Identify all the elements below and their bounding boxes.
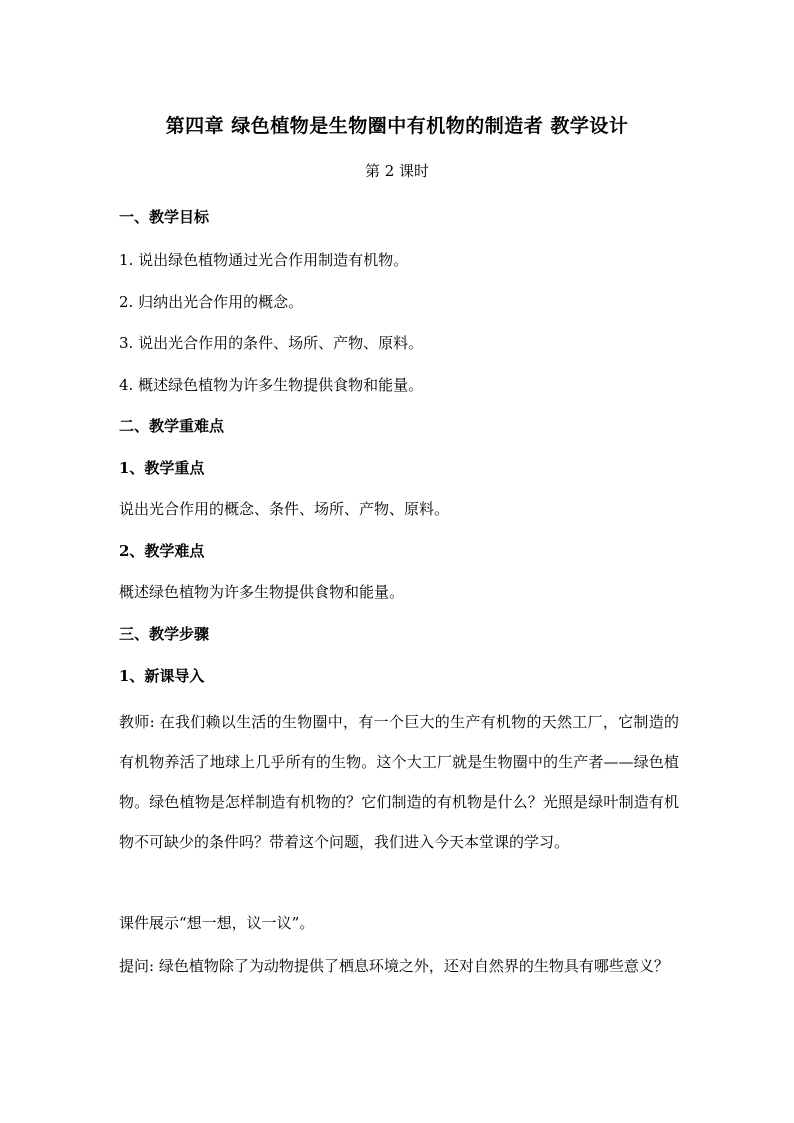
- intro-paragraph: 教师: 在我们赖以生活的生物圈中，有一个巨大的生产有机物的天然工厂，它制造的有机物养活了地球上几乎所有的生物。这个大工厂就是生物圈中的生产者——绿色植物。绿色植物是怎样制造有机物的？它们制造的有机物是什么？光照是绿叶制造有机物不可缺少的条件吗？带着这个问题，我们进入今天本堂课的学习。: [119, 713, 679, 851]
- objective-item: 1. 说出绿色植物通过光合作用制造有机物。: [119, 251, 409, 269]
- key-point-text: 说出光合作用的概念、条件、场所、产物、原料。: [119, 500, 450, 518]
- subheading-new-lesson-intro: 1、新课导入: [119, 667, 205, 685]
- courseware-line: 课件展示“想一想，议一议”。: [119, 914, 315, 932]
- section-heading-steps: 三、教学步骤: [119, 625, 210, 643]
- section-heading-key-points: 二、教学重难点: [119, 417, 225, 435]
- document-title: 第四章 绿色植物是生物圈中有机物的制造者 教学设计: [165, 115, 629, 137]
- question-paragraph: 提问: 绿色植物除了为动物提供了栖息环境之外，还对自然界的生物具有哪些意义？: [119, 957, 669, 975]
- section-heading-objectives: 一、教学目标: [119, 208, 210, 226]
- subheading-difficult-point: 2、教学难点: [119, 542, 205, 560]
- objective-item: 4. 概述绿色植物为许多生物提供食物和能量。: [119, 376, 424, 394]
- objective-item: 3. 说出光合作用的条件、场所、产物、原料。: [119, 334, 424, 352]
- subheading-key-point: 1、教学重点: [119, 459, 205, 477]
- document-subtitle: 第 2 课时: [364, 162, 430, 180]
- objective-item: 2. 归纳出光合作用的概念。: [119, 293, 304, 311]
- difficult-point-text: 概述绿色植物为许多生物提供食物和能量。: [119, 583, 405, 601]
